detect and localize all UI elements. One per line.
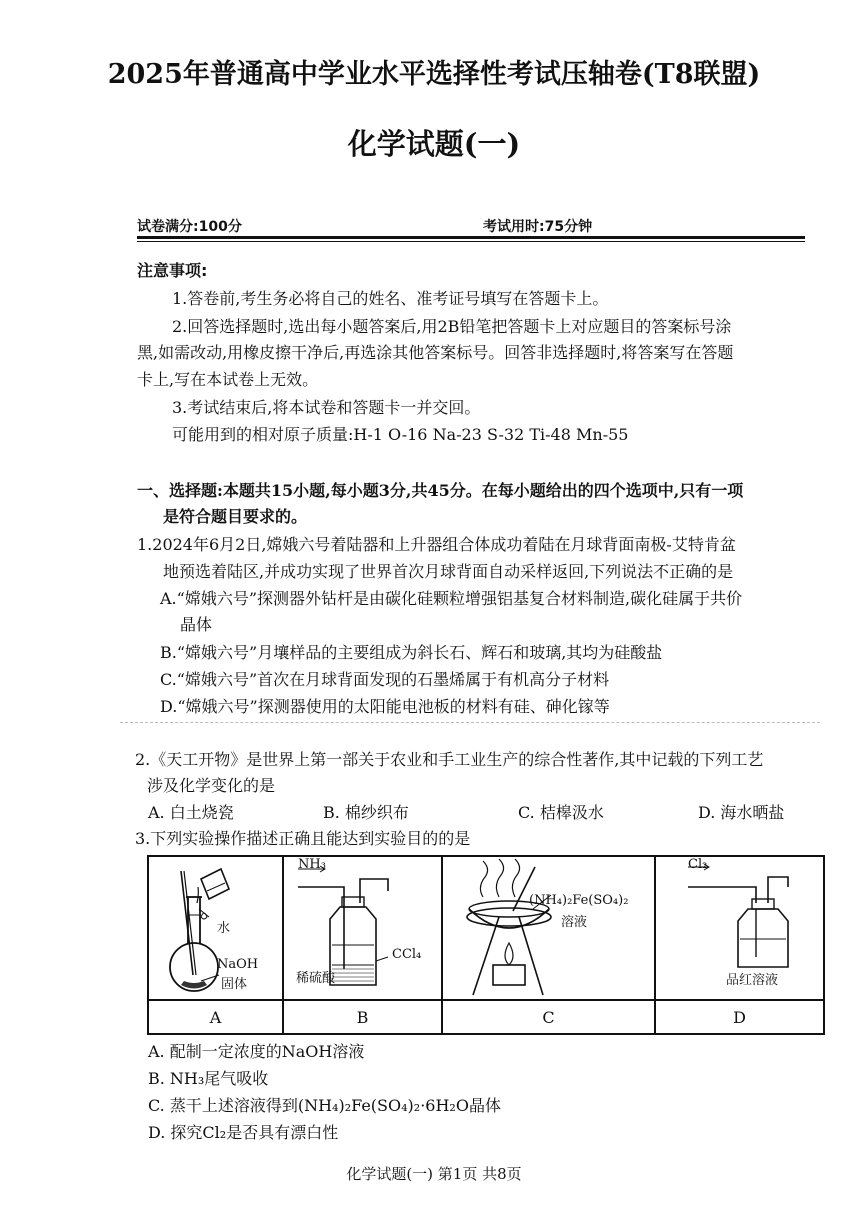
figure-d-solution-label: 品红溶液 — [726, 973, 779, 988]
figure-a-cell — [148, 856, 283, 1000]
figure-b-cell — [283, 856, 442, 1000]
exam-title: 2025年普通高中学业水平选择性考试压轴卷(T8联盟) — [107, 59, 761, 90]
q2-stem-line-1: 2.《天工开物》是世界上第一部关于农业和手工业生产的综合性著作,其中记载的下列工艺 — [135, 750, 764, 769]
q1-option-b: B.“嫦娥六号”月壤样品的主要组成为斜长石、辉石和玻璃,其均为硅酸盐 — [160, 643, 663, 662]
notice-item-3: 3.考试结束后,将本试卷和答题卡一并交回。 — [172, 398, 481, 417]
figure-c-cell — [442, 856, 655, 1000]
q3-option-c: C. 蒸干上述溶液得到(NH₄)₂Fe(SO₄)₂·6H₂O晶体 — [148, 1096, 501, 1115]
q3-stem: 3.下列实验操作描述正确且能达到实验目的的是 — [135, 829, 471, 848]
q3-apparatus-table — [147, 855, 825, 1035]
evaporating-dish-figure — [443, 857, 654, 999]
page-divider — [120, 722, 820, 723]
notice-heading: 注意事项: — [137, 261, 208, 280]
q2-option-c: C. 桔槔汲水 — [518, 803, 604, 822]
exam-time: 考试用时:75分钟 — [483, 219, 593, 235]
q2-stem-line-2: 涉及化学变化的是 — [147, 776, 276, 795]
q1-stem-line-2: 地预选着陆区,并成功实现了世界首次月球背面自动采样返回,下列说法不正确的是 — [163, 562, 734, 581]
notice-item-2-line-1: 2.回答选择题时,选出每小题答案后,用2B铅笔把答题卡上对应题目的答案标号涂 — [172, 317, 732, 336]
notice-item-2-line-3: 卡上,写在本试卷上无效。 — [137, 370, 319, 389]
volumetric-flask-figure — [149, 857, 282, 999]
figure-b-label: B — [283, 1000, 442, 1034]
figure-b-gas-label: NH₃ — [298, 857, 326, 872]
figure-a-label: A — [148, 1000, 283, 1034]
figure-a-solid-label: 固体 — [221, 977, 248, 992]
atomic-mass-line: 可能用到的相对原子质量:H-1 O-16 Na-23 S-32 Ti-48 Mn-55 — [172, 425, 629, 444]
page-footer: 化学试题(一) 第1页 共8页 — [346, 1165, 522, 1183]
notice-item-2-line-2: 黑,如需改动,用橡皮擦干净后,再选涂其他答案标号。回答非选择题时,将答案写在答题 — [137, 343, 734, 362]
figure-a-water-label: 水 — [217, 921, 231, 936]
q1-stem-line-1: 1.2024年6月2日,嫦娥六号着陆器和上升器组合体成功着陆在月球背面南极-艾特肯盆 — [137, 535, 736, 554]
q1-option-a-line-2: 晶体 — [180, 615, 213, 634]
figure-a-naoh-label: NaOH — [217, 957, 259, 972]
header-rule-thick — [137, 236, 805, 239]
q3-option-a: A. 配制一定浓度的NaOH溶液 — [148, 1042, 365, 1061]
q1-option-d: D.“嫦娥六号”探测器使用的太阳能电池板的材料有硅、砷化镓等 — [160, 697, 610, 716]
section1-heading-line-2: 是符合题目要求的。 — [163, 507, 308, 526]
figure-b-acid-label: 稀硫酸 — [296, 971, 336, 986]
q1-option-c: C.“嫦娥六号”首次在月球背面发现的石墨烯属于有机高分子材料 — [160, 670, 610, 689]
full-score: 试卷满分:100分 — [137, 219, 242, 235]
q2-option-d: D. 海水晒盐 — [698, 803, 785, 822]
figure-c-formula-label: (NH₄)₂Fe(SO₄)₂ — [529, 893, 629, 908]
q1-option-a-line-1: A.“嫦娥六号”探测器外钻杆是由碳化硅颗粒增强铝基复合材料制造,碳化硅属于共价 — [160, 589, 743, 608]
q2-option-b: B. 棉纱织布 — [323, 803, 409, 822]
notice-item-1: 1.答卷前,考生务必将自己的姓名、准考证号填写在答题卡上。 — [172, 289, 609, 308]
paper-subtitle: 化学试题(一) — [347, 127, 521, 161]
q3-option-d: D. 探究Cl₂是否具有漂白性 — [148, 1123, 339, 1142]
figure-d-cell — [655, 856, 824, 1000]
figure-d-gas-label: Cl₂ — [688, 857, 708, 872]
figure-b-ccl4-label: CCl₄ — [392, 947, 422, 962]
q2-option-a: A. 白土烧瓷 — [148, 803, 234, 822]
figure-c-label: C — [442, 1000, 655, 1034]
figure-d-label: D — [655, 1000, 824, 1034]
header-rule-thin — [137, 241, 805, 242]
q3-option-b: B. NH₃尾气吸收 — [148, 1069, 269, 1088]
section1-heading-line-1: 一、选择题:本题共15小题,每小题3分,共45分。在每小题给出的四个选项中,只有一项 — [137, 481, 744, 500]
figure-c-solution-label: 溶液 — [561, 915, 588, 930]
